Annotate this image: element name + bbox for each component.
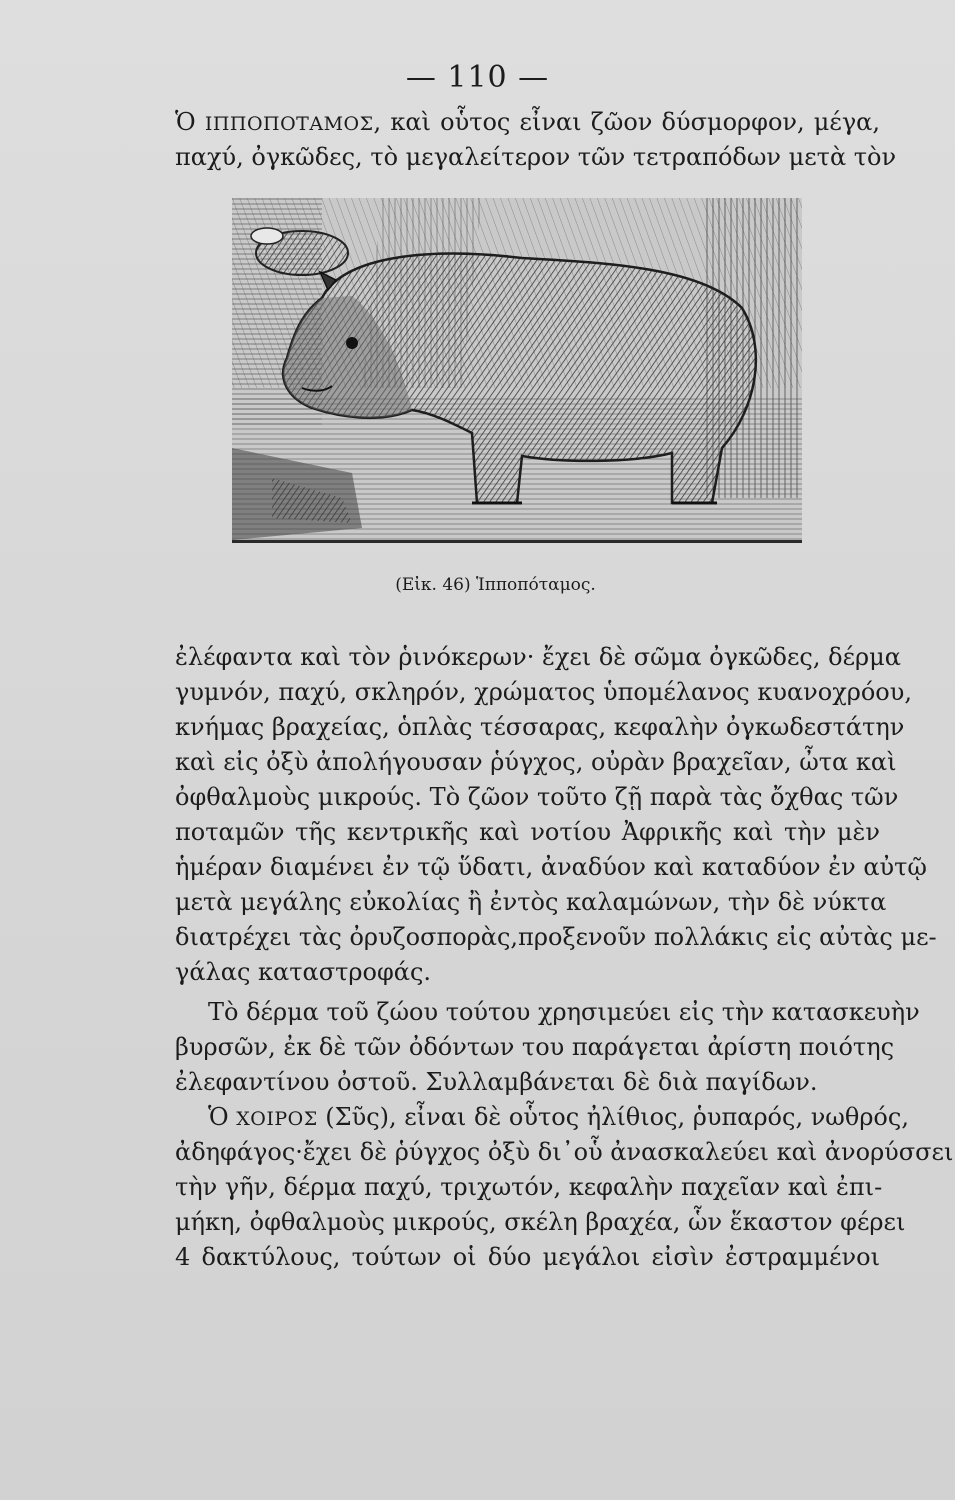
paragraph3-line: τὴν γῆν, δέρμα παχύ, τριχωτόν, κεφαλὴν παχεῖαν καὶ ἐπι- [175,1173,883,1201]
paragraph3-line: 4 δακτύλους, τούτων οἱ δύο μεγάλοι εἰσὶν ἐστραμμένοι [175,1243,880,1271]
article-lead: Ὁ [208,1103,237,1131]
body-line: καὶ εἰς ὀξὺ ἀπολήγουσαν ῥύγχος, οὐρὰν βραχεῖαν, ὦτα καὶ [175,748,897,776]
figure-caption: (Εἰκ. 46) Ἱπποπόταμος. [395,575,596,595]
hippopotamus-illustration [232,198,802,543]
paragraph3-line-1 [208,1100,909,1136]
paragraph3-line: μήκη, ὀφθαλμοὺς μικρούς, σκέλη βραχέα, ὧν ἕκαστον φέρει [175,1208,906,1236]
body-line: διατρέχει τὰς ὀρυζοσπορὰς,προξενοῦν πολλάκις εἰς αὐτὰς με- [175,923,937,951]
article-lead: Ὁ [175,108,205,136]
page-number: — 110 — [405,60,550,95]
paragraph2-line: Τὸ δέρμα τοῦ ζώου τούτου χρησιμεύει εἰς τὴν κατασκευὴν [208,998,920,1026]
body-line: ἐλέφαντα καὶ τὸν ῥινόκερων· ἔχει δὲ σῶμα ὀγκῶδες, δέρμα [175,643,901,671]
body-line: γάλας καταστροφάς. [175,958,432,986]
article-term-hippopotamus: ΙΠΠΟΠΟΤΑΜΟΣ [204,113,374,135]
paragraph3-line-1-text: (Σῦς), εἶναι δὲ οὗτος ἠλίθιος, ῥυπαρός, νωθρός, [317,1103,909,1131]
body-line: ὀφθαλμοὺς μικρούς. Τὸ ζῶον τοῦτο ζῇ παρὰ τὰς ὄχθας τῶν [175,783,899,811]
hippopotamus-engraving [232,198,802,540]
body-line: ἡμέραν διαμένει ἐν τῷ ὕδατι, ἀναδύον καὶ καταδύον ἐν αὐτῷ [175,853,927,881]
body-line: μετὰ μεγάλης εὐκολίας ἢ ἐντὸς καλαμώνων, τὴν δὲ νύκτα [175,888,887,916]
body-line: ποταμῶν τῆς κεντρικῆς καὶ νοτίου Ἀφρικῆς καὶ τὴν μὲν [175,818,880,846]
article-term-pig: ΧΟΙΡΟΣ [236,1108,318,1130]
body-line: γυμνόν, παχύ, σκληρόν, χρώματος ὑπομέλανος κυανοχρόου, [175,678,912,706]
heading-line-1-text: , καὶ οὗτος εἶναι ζῶον δύσμορφον, μέγα, [373,108,880,136]
body-line: κνήμας βραχείας, ὁπλὰς τέσσαρας, κεφαλὴν ὀγκωδεστάτην [175,713,905,741]
paragraph2-line: βυρσῶν, ἐκ δὲ τῶν ὀδόντων του παράγεται ἀρίστη ποιότης [175,1033,895,1061]
paragraph2-line: ἐλεφαντίνου ὀστοῦ. Συλλαμβάνεται δὲ διὰ παγίδων. [175,1068,818,1096]
paragraph3-line: ἀδηφάγος·ἔχει δὲ ῥύγχος ὀξὺ δι᾽οὗ ἀνασκαλεύει καὶ ἀνορύσσει [175,1138,954,1166]
heading-line-2: παχύ, ὀγκῶδες, τὸ μεγαλείτερον τῶν τετραπόδων μετὰ τὸν [175,143,897,171]
heading-line-1 [175,105,880,141]
